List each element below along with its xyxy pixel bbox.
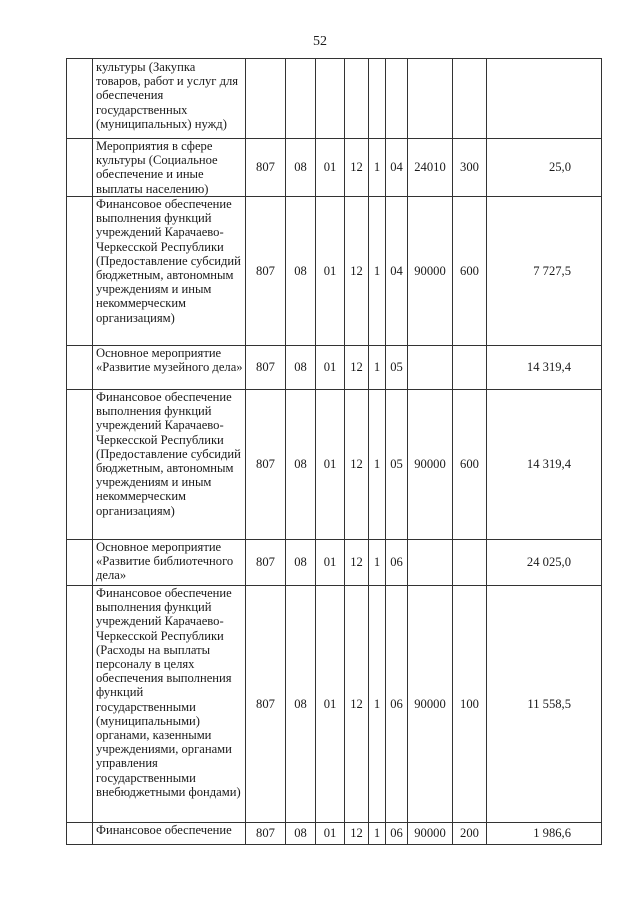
row-subsection-code: 01 — [316, 390, 345, 540]
row-subsection-code: 01 — [316, 823, 345, 845]
row-amount — [487, 59, 602, 139]
row-direction-code — [408, 59, 453, 139]
blank-cell — [67, 346, 93, 390]
row-subprogram-code: 1 — [369, 346, 386, 390]
row-program-code: 12 — [345, 540, 369, 586]
row-direction-code — [408, 346, 453, 390]
row-amount: 24 025,0 — [487, 540, 602, 586]
row-admin-code — [246, 59, 286, 139]
row-name: Основное мероприятие «Развитие библиотечного дела» — [93, 540, 246, 586]
row-program-code: 12 — [345, 197, 369, 346]
row-section-code: 08 — [286, 390, 316, 540]
row-event-code — [386, 59, 408, 139]
row-section-code: 08 — [286, 139, 316, 197]
row-event-code: 04 — [386, 139, 408, 197]
row-event-code: 04 — [386, 197, 408, 346]
row-expense-type: 300 — [453, 139, 487, 197]
row-admin-code: 807 — [246, 346, 286, 390]
row-section-code: 08 — [286, 346, 316, 390]
row-subsection-code: 01 — [316, 586, 345, 823]
row-direction-code: 90000 — [408, 586, 453, 823]
row-amount: 14 319,4 — [487, 346, 602, 390]
row-amount: 7 727,5 — [487, 197, 602, 346]
row-subprogram-code: 1 — [369, 139, 386, 197]
row-amount: 1 986,6 — [487, 823, 602, 845]
row-section-code — [286, 59, 316, 139]
row-subprogram-code: 1 — [369, 823, 386, 845]
row-program-code: 12 — [345, 139, 369, 197]
row-event-code: 05 — [386, 346, 408, 390]
budget-table — [66, 58, 602, 845]
row-subprogram-code — [369, 59, 386, 139]
table-row — [67, 540, 602, 586]
row-subsection-code: 01 — [316, 540, 345, 586]
table-row — [67, 823, 602, 845]
row-name: Финансовое обеспечение выполнения функций учреждений Карачаево-Черкесской Республики (Расходы на выплаты персоналу в целях обеспечения выполнения функций государственными (муниципальными) органами, казенными учреждениями, органами управления государственными внебюджетными фондами) — [93, 586, 246, 823]
row-expense-type: 600 — [453, 197, 487, 346]
table-row — [67, 586, 602, 823]
row-expense-type — [453, 540, 487, 586]
row-direction-code: 90000 — [408, 390, 453, 540]
row-subprogram-code: 1 — [369, 586, 386, 823]
page-number: 52 — [313, 34, 327, 49]
row-expense-type: 600 — [453, 390, 487, 540]
row-admin-code: 807 — [246, 390, 286, 540]
row-name: Финансовое обеспечение — [93, 823, 246, 845]
row-admin-code: 807 — [246, 139, 286, 197]
blank-cell — [67, 197, 93, 346]
row-name: Основное мероприятие «Развитие музейного дела» — [93, 346, 246, 390]
row-program-code: 12 — [345, 823, 369, 845]
row-name: культуры (Закупка товаров, работ и услуг для обеспечения государственных (муниципальных) нужд) — [93, 59, 246, 139]
blank-cell — [67, 540, 93, 586]
row-program-code: 12 — [345, 346, 369, 390]
blank-cell — [67, 59, 93, 139]
table-row — [67, 59, 602, 139]
row-admin-code: 807 — [246, 197, 286, 346]
row-subsection-code — [316, 59, 345, 139]
row-name: Финансовое обеспечение выполнения функций учреждений Карачаево-Черкесской Республики (Предоставление субсидий бюджетным, автономным учреждениям и иным некоммерческим организациям) — [93, 197, 246, 346]
row-event-code: 05 — [386, 390, 408, 540]
row-expense-type — [453, 346, 487, 390]
row-subprogram-code: 1 — [369, 390, 386, 540]
row-name: Мероприятия в сфере культуры (Социальное обеспечение и иные выплаты населению) — [93, 139, 246, 197]
table-row — [67, 139, 602, 197]
blank-cell — [67, 823, 93, 845]
row-subprogram-code: 1 — [369, 540, 386, 586]
row-program-code: 12 — [345, 586, 369, 823]
row-subsection-code: 01 — [316, 197, 345, 346]
row-program-code: 12 — [345, 390, 369, 540]
blank-cell — [67, 586, 93, 823]
row-event-code: 06 — [386, 823, 408, 845]
row-expense-type: 100 — [453, 586, 487, 823]
row-section-code: 08 — [286, 823, 316, 845]
row-direction-code: 90000 — [408, 197, 453, 346]
row-event-code: 06 — [386, 540, 408, 586]
row-section-code: 08 — [286, 586, 316, 823]
row-admin-code: 807 — [246, 540, 286, 586]
row-subsection-code: 01 — [316, 346, 345, 390]
row-direction-code: 24010 — [408, 139, 453, 197]
row-section-code: 08 — [286, 540, 316, 586]
row-admin-code: 807 — [246, 586, 286, 823]
blank-cell — [67, 139, 93, 197]
row-expense-type: 200 — [453, 823, 487, 845]
row-direction-code — [408, 540, 453, 586]
row-event-code: 06 — [386, 586, 408, 823]
row-section-code: 08 — [286, 197, 316, 346]
row-amount: 25,0 — [487, 139, 602, 197]
row-name: Финансовое обеспечение выполнения функций учреждений Карачаево-Черкесской Республики (Предоставление субсидий бюджетным, автономным учреждениям и иным некоммерческим организациям) — [93, 390, 246, 540]
row-expense-type — [453, 59, 487, 139]
table-row — [67, 197, 602, 346]
row-direction-code: 90000 — [408, 823, 453, 845]
blank-cell — [67, 390, 93, 540]
row-admin-code: 807 — [246, 823, 286, 845]
row-subsection-code: 01 — [316, 139, 345, 197]
row-amount: 11 558,5 — [487, 586, 602, 823]
row-program-code — [345, 59, 369, 139]
table-row — [67, 390, 602, 540]
table-row — [67, 346, 602, 390]
row-subprogram-code: 1 — [369, 197, 386, 346]
row-amount: 14 319,4 — [487, 390, 602, 540]
